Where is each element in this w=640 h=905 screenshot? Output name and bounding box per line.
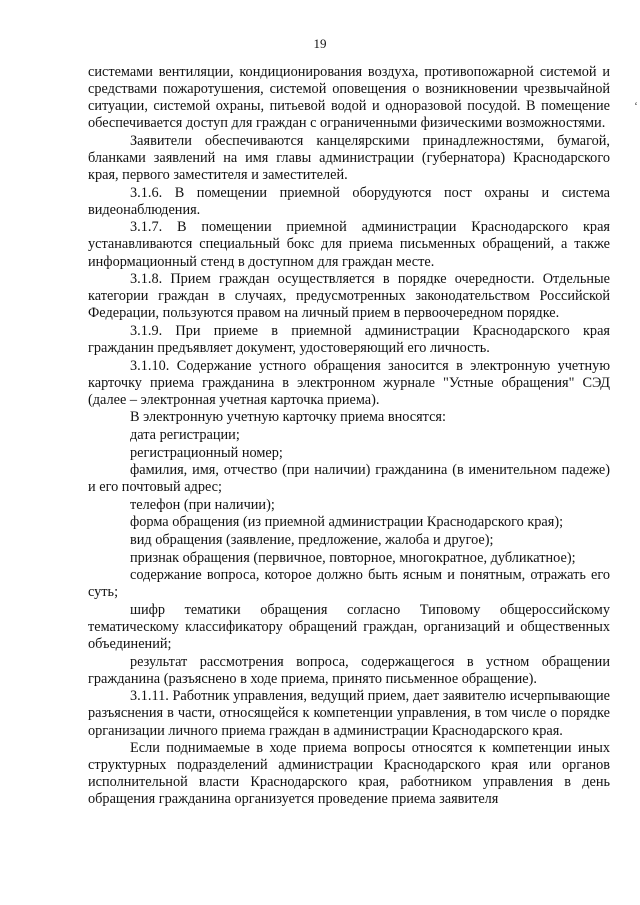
paragraph-ventilation: системами вентиляции, кондиционирования воздуха, противопожарной системой и средствами пожаротушения, системой оповещения о возникновении чрезвычайной ситуации, системой охраны, питьевой водой и одноразовой посудой. В помещение обеспечивается доступ для граждан с ограниченными физическими возможностями. — [88, 64, 610, 132]
list-item-type: вид обращения (заявление, предложение, жалоба и другое); — [130, 532, 494, 549]
paragraph-3-1-8: 3.1.8. Прием граждан осуществляется в порядке очередности. Отдельные категории граждан в случаях, предусмотренных законодательством Российской Федерации, пользуются правом на личный прием в первоочередном порядке. — [88, 271, 610, 322]
paragraph-stationery: Заявители обеспечиваются канцелярскими принадлежностями, бумагой, бланками заявлений на имя главы администрации (губернатора) Краснодарского края, первого заместителя и заместителей. — [88, 132, 610, 184]
list-item-phone: телефон (при наличии); — [130, 496, 275, 513]
list-item-full-name: фамилия, имя, отчество (при наличии) гражданина (в именительном падеже) и его почтовый адрес; — [88, 462, 610, 496]
list-item-sign: признак обращения (первичное, повторное, многократное, дубликатное); — [130, 549, 576, 566]
paragraph-card-intro: В электронную учетную карточку приема вносятся: — [130, 409, 446, 426]
body-text — [88, 64, 610, 809]
list-item-registration-date: дата регистрации; — [130, 426, 240, 443]
list-item-content: содержание вопроса, которое должно быть ясным и понятным, отражать его суть; — [88, 567, 610, 601]
list-item-result: результат рассмотрения вопроса, содержащегося в устном обращении гражданина (разъяснено в ходе приема, принято письменное обращение). — [88, 653, 610, 687]
paragraph-other-departments: Если поднимаемые в ходе приема вопросы относятся к компетенции иных структурных подразделений администрации Краснодарского края или органов исполнительной власти Краснодарского края, работником управления в день обращения гражданина организуется проведение приема заявителя — [88, 740, 610, 808]
paragraph-3-1-10: 3.1.10. Содержание устного обращения заносится в электронную учетную карточку приема гражданина в электронном журнале "Устные обращения" СЭД (далее – электронная учетная карточка приема). — [88, 357, 610, 408]
margin-mark: ‘ — [634, 99, 638, 113]
list-item-cipher: шифр тематики обращения согласно Типовому общероссийскому тематическому классификатору обращений граждан, организаций и общественных объединений; — [88, 601, 610, 653]
paragraph-3-1-11: 3.1.11. Работник управления, ведущий прием, дает заявителю исчерпывающие разъяснения в части, относящейся к компетенции управления, в том числе о порядке организации личного приема граждан в администрации Краснодарского края. — [88, 688, 610, 739]
list-item-form: форма обращения (из приемной администрации Краснодарского края); — [130, 514, 564, 531]
paragraph-3-1-6: 3.1.6. В помещении приемной оборудуются пост охраны и система видеонаблюдения. — [88, 184, 610, 218]
page-number: 19 — [313, 36, 327, 51]
paragraph-3-1-9: 3.1.9. При приеме в приемной администрации Краснодарского края гражданин предъявляет документ, удостоверяющий его личность. — [88, 322, 610, 356]
list-item-registration-number: регистрационный номер; — [130, 444, 283, 461]
paragraph-3-1-7: 3.1.7. В помещении приемной администрации Краснодарского края устанавливаются специальный бокс для приема письменных обращений, а также информационный стенд в доступном для граждан месте. — [88, 219, 610, 270]
